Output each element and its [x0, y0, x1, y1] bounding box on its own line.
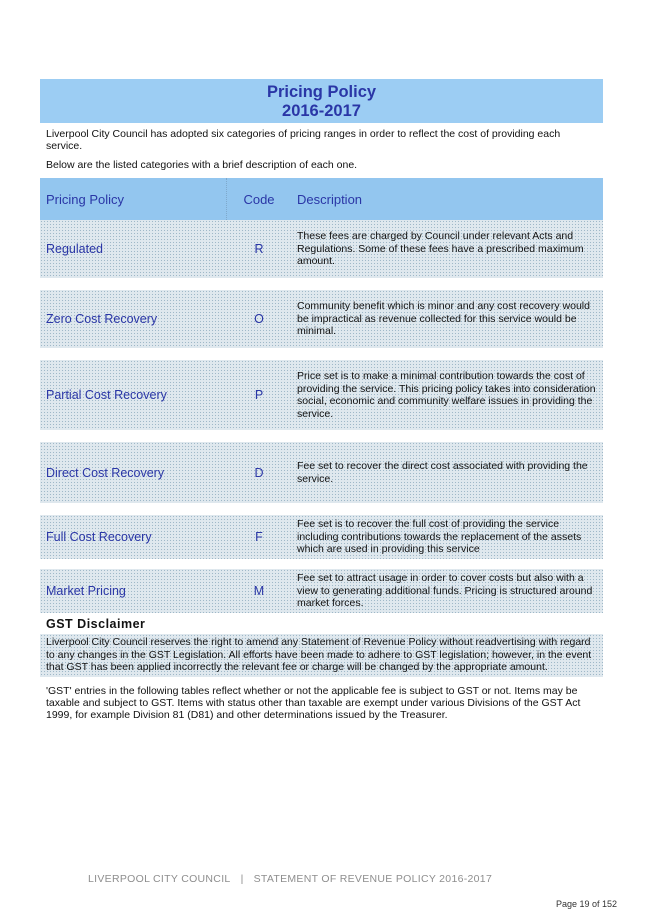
title-banner — [40, 79, 603, 123]
policy-name: Zero Cost Recovery — [46, 312, 158, 326]
header-description: Description — [297, 191, 363, 207]
intro-paragraph-2: Below are the listed categories with a brief description of each one. — [46, 159, 358, 171]
footer-document-title: STATEMENT OF REVENUE POLICY 2016-2017 — [253, 873, 493, 885]
policy-code: F — [255, 530, 263, 544]
document-page — [40, 79, 603, 721]
table-header — [40, 178, 603, 220]
policy-code: M — [253, 584, 265, 598]
header-code: Code — [243, 191, 275, 207]
policy-code: O — [254, 312, 264, 326]
page-title: Pricing Policy — [266, 83, 377, 101]
policy-name: Full Cost Recovery — [46, 530, 152, 544]
policy-name: Market Pricing — [46, 584, 126, 598]
table-row — [40, 515, 603, 559]
table-row — [40, 360, 603, 430]
policy-code: R — [254, 242, 264, 256]
page-number: Page 19 of 152 — [556, 899, 618, 909]
table-row — [40, 220, 603, 278]
table-row — [40, 290, 603, 348]
gst-disclaimer-text: Liverpool City Council reserves the right to amend any Statement of Revenue Policy without readvertising with regard to any changes in the GST Legislation. All efforts have been made to adhere to GST legislation; however, in the event that GST has been applied incorrectly the relevant fee or charge will be changed by the appropriate amount. — [40, 634, 603, 677]
intro-paragraph-1: Liverpool City Council has adopted six categories of pricing ranges in order to reflect the cost of providing each service. — [46, 128, 561, 152]
policy-name: Partial Cost Recovery — [46, 388, 167, 402]
table-row — [40, 569, 603, 613]
policy-description: Fee set to recover the direct cost associated with providing the service. — [297, 460, 588, 485]
policy-description: Fee set is to recover the full cost of providing the service including contributions towards the replacement of the assets which are used in providing this service — [297, 518, 582, 556]
policy-description: Price set is to make a minimal contribution towards the cost of providing the service. This pricing policy takes into consideration social, economic and community welfare issues in providing the service. — [297, 370, 596, 420]
policy-name: Regulated — [46, 242, 103, 256]
policy-name: Direct Cost Recovery — [46, 465, 165, 480]
policy-code: P — [254, 388, 264, 402]
page-footer — [88, 873, 492, 885]
intro-text — [46, 128, 599, 171]
gst-note: 'GST' entries in the following tables reflect whether or not the applicable fee is subject to GST or not. Items may be taxable and subject to GST. Items with status other than taxable are exempt under various Divisions of the GST Act 1999, for example Division 81 (D81) and other determinations issued by the Treasurer. — [46, 684, 581, 721]
policy-description: Community benefit which is minor and any cost recovery would be impractical as revenue collected for this service would be minimal. — [297, 300, 590, 338]
policy-code: D — [254, 465, 264, 480]
table-row — [40, 442, 603, 503]
gst-disclaimer-heading: GST Disclaimer — [46, 617, 146, 631]
policy-description: These fees are charged by Council under relevant Acts and Regulations. Some of these fees have a prescribed maximum amount. — [297, 230, 584, 268]
footer-separator: | — [240, 873, 244, 885]
page-subtitle: 2016-2017 — [282, 102, 361, 120]
policy-description: Fee set to attract usage in order to cover costs but also with a view to generating additional funds. Pricing is structured around market forces. — [297, 572, 593, 610]
footer-organisation: LIVERPOOL CITY COUNCIL — [88, 873, 231, 885]
header-pricing-policy: Pricing Policy — [40, 178, 227, 220]
